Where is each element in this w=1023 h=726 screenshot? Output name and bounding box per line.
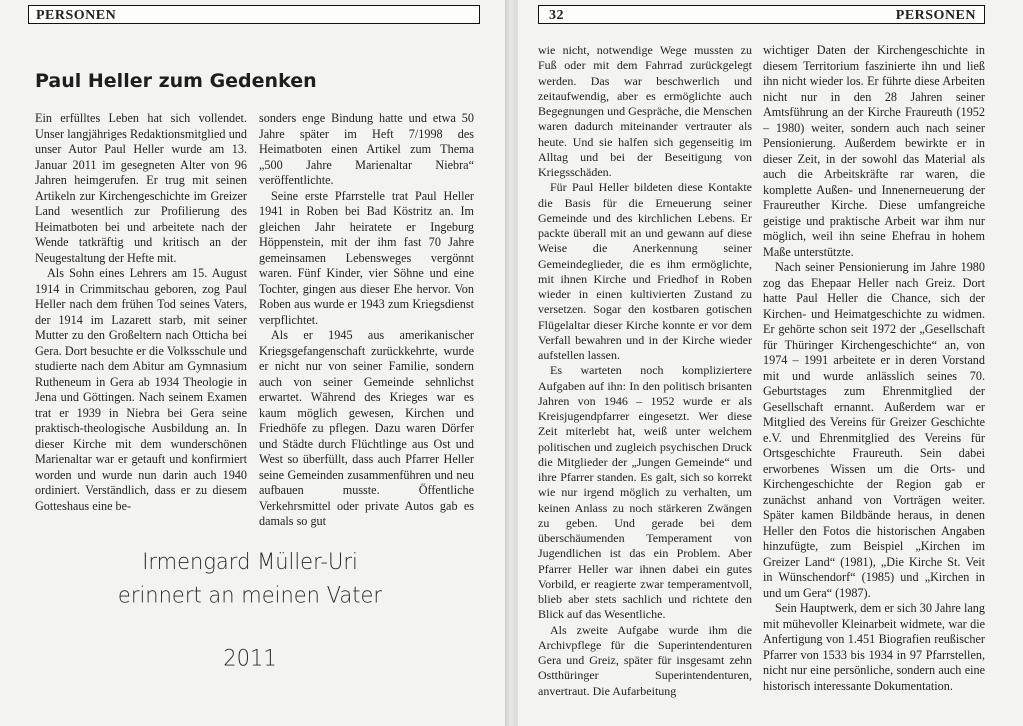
left-page-header	[28, 5, 480, 24]
paragraph: Es warteten noch kompliziertere Aufgaben auf ihn: In den politisch brisanten Jahren von 1946 – 1952 wurde er als Kreisjugendpfarrer eingesetzt. Wer diese Zeit miterlebt hat, weiß unter welchem politischen und zugleich psychischen Druck die Mitglieder der „Jungen Gemeinde“ und ihre Pfarrer standen. Es galt, sich so korrekt wie nur irgend möglich zu verhalten, um keinen Anlass zu noch stärkeren Zwängen zu geben. Und gerade bei dem überschäumenden Temperament von Jugendlichen ist das ein Problem. Aber Pfarrer Heller war ihnen dabei ein gutes Vorbild, er reagierte zwar temperamentvoll, blieb aber stets sachlich und richtete den Blick auf das Wesentliche.	[538, 363, 752, 622]
right-page-header	[538, 5, 985, 24]
handwritten-signature-block	[30, 545, 470, 675]
right-header-title: PERSONEN	[895, 8, 976, 23]
signature-year: 2011	[223, 645, 277, 671]
paragraph: Nach seiner Pensionierung im Jahre 1980 zog das Ehepaar Heller nach Greiz. Dort hatte Paul Heller die Chance, sich der Kirchen- und Heimatgeschichte zu widmen. Er gehörte schon seit 1972 der „Gesellschaft für Thüringer Kirchengeschichte“ an, von 1974 – 1991 arbeitete er in deren Vorstand mit und wurde anlässlich seines 70. Geburtstages zum Ehrenmitglied der Gesellschaft ernannt. Außerdem war er Mitglied des Vereins für Greizer Geschichte e.V. und Ehrenmitglied des Vereins für Ortsgeschichte Fraureuth. Sein dabei erworbenes Wissen um die Orts- und Kirchengeschichte der Region gab er zunächst anhand von Vorträgen weiter. Später kamen Bildbände heraus, in denen Heller den Fotos die historischen Angaben hinzufügte, zum Beispiel „Kirchen im Greizer Land“ (1981), „Die Kirche St. Veit in Wünschendorf“ (1985) und „Kirchen in und um Gera“ (1987).	[763, 260, 985, 600]
left-header-title: PERSONEN	[36, 8, 117, 23]
paragraph: sonders enge Bindung hatte und etwa 50 Jahre später im Heft 7/1998 des Heimatboten einen Artikel zum Thema „500 Jahre Marienaltar Niebra“ veröffentlichte.	[259, 111, 474, 187]
article-title: Paul Heller zum Gedenken	[35, 70, 317, 92]
paragraph: Sein Hauptwerk, dem er sich 30 Jahre lang mit mühevoller Kleinarbeit widmete, war die Anfertigung von 1.451 Biografien reußischer Pfarrer von 1533 bis 1934 in 97 Pfarrstellen, nicht nur eine persönliche, sondern auch eine historisch interessante Dokumentation.	[763, 601, 985, 693]
paragraph: Als zweite Aufgabe wurde ihm die Archivpflege für die Superintendenturen Gera und Greiz, später für insgesamt zehn Ostthüringer Superintendenturen, anvertraut. Die Aufarbeitung	[538, 622, 752, 698]
paragraph: Für Paul Heller bildeten diese Kontakte die Basis für die Erneuerung seiner Gemeinde und des kirchlichen Lebens. Er packte überall mit an und gewann auf diese Weise die Anerkennung seiner Gemeindeglieder, die es ihm ermöglichte, mit ihnen Kirche und Friedhof in Roben wieder in einen kultivierten Zustand zu versetzen. Sogar den kostbaren gotischen Flügelaltar dieser Kirche konnte er vor dem Verfall bewahren und in der Kirche wieder aufstellen lassen.	[538, 180, 752, 362]
paragraph: wie nicht, notwendige Wege mussten zu Fuß oder mit dem Fahrrad zurückgelegt werden. Das war beschwerlich und zeitaufwendig, aber es ermöglichte auch Begegnungen und Gespräche, die Menschen waren dadurch miteinander vertrauter als heute. Und sie halfen sich gegenseitig im Alltag und bei der Beseitigung von Kriegsschäden.	[538, 43, 752, 179]
left-column-2	[259, 111, 474, 530]
paragraph: Ein erfülltes Leben hat sich vollendet. Unser langjähriges Redaktionsmitglied und unser Autor Paul Heller wurde am 13. Januar 2011 im gesegneten Alter von 96 Jahren heimgerufen. Er trug mit seinen Artikeln zur Kirchengeschichte im Greizer Land wesentlich zur Profilierung des Heimatboten bei und arbeitete nach der Wende tatkräftig und kritisch an der Neugestaltung der Hefte mit.	[35, 111, 247, 265]
right-column-2	[763, 43, 985, 694]
paragraph: Als er 1945 aus amerikanischer Kriegsgefangenschaft zurückkehrte, wurde er nicht nur von seiner Familie, sondern auch von seiner Gemeinde sehnlichst erwartet. Während des Krieges war es kaum möglich gewesen, Kirchen und Friedhöfe zu pflegen. Dazu waren Dörfer und Städte durch Flüchtlinge aus Ost und West so überfüllt, dass auch Pfarrer Heller seine Gemeinden zusammenführen und neu aufbauen musste. Öffentliche Verkehrsmittel oder private Autos gab es damals so gut	[259, 328, 474, 528]
paragraph: Als Sohn eines Lehrers am 15. August 1914 in Crimmitschau geboren, zog Paul Heller nach dem frühen Tod seines Vaters, der 1914 im Lazarett starb, mit seiner Mutter zu den Großeltern nach Otticha bei Gera. Dort besuchte er die Volksschule und studierte nach dem Abitur am Gymnasium Rutheneum in Gera ab 1934 Theologie in Jena und Göttingen. Nach seinem Examen trat er 1939 in Niebra bei Gera seine praktisch-theologische Ausbildung an. In dieser Kirche mit dem wunderschönen Marienaltar war er getauft und konfirmiert worden und wurde nun darin auch 1940 ordiniert. Verständlich, dass er zu diesem Gotteshaus eine be-	[35, 266, 247, 513]
book-gutter	[505, 0, 518, 726]
signature-author: Irmengard Müller-Uri	[142, 549, 358, 575]
paragraph: Seine erste Pfarrstelle trat Paul Heller 1941 in Roben bei Bad Köstritz an. Im gleichen Jahr heiratete er Ingeburg Höppenstein, mit der ihm fast 70 Jahre gemeinsamen Lebensweges vergönnt waren. Fünf Kinder, vier Söhne und eine Tochter, gingen aus dieser Ehe hervor. Von Roben aus wurde er 1943 zum Kriegsdienst verpflichtet.	[259, 188, 474, 327]
right-column-1	[538, 43, 752, 699]
signature-caption: erinnert an meinen Vater	[117, 582, 383, 608]
left-column-1	[35, 111, 247, 514]
paragraph: wichtiger Daten der Kirchengeschichte in diesem Territorium faszinierte ihn und ließ ihn nicht wieder los. Er führte diese Arbeiten nicht nur in den 28 Jahren seiner Amtsführung an der Kirche Fraureuth (1952 – 1980) weiter, sondern auch nach seiner Pensionierung. Außerdem bewirkte er in dieser Zeit, in der sowohl das Material als auch die Arbeitskräfte rar waren, die komplette Außen- und Innenerneuerung der Fraureuther Kirche. Diese umfangreiche geistige und praktische Arbeit war ihm nur möglich, weil ihn seine Ehefrau in hohem Maße unterstützte.	[763, 43, 985, 259]
page-number: 32	[549, 8, 564, 23]
